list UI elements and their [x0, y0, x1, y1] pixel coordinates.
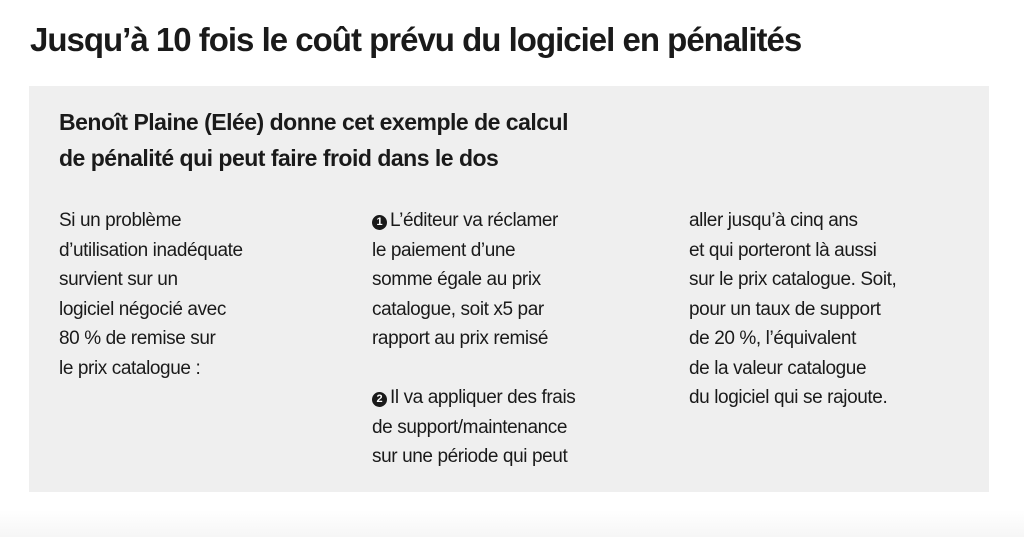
continuation-line: du logiciel qui se rajoute.	[689, 387, 888, 408]
box-title-line: Benoît Plaine (Elée) donne cet exemple de calcul	[59, 109, 568, 135]
point-1-line: catalogue, soit x5 par	[372, 298, 544, 320]
point-1-line: le paiement d’une	[372, 239, 516, 261]
intro-line: logiciel négocié avec	[59, 298, 226, 320]
paragraph-gap	[372, 354, 662, 384]
point-1-line: rapport au prix remisé	[372, 328, 548, 349]
point-1-text: L’éditeur va réclamer	[390, 210, 558, 231]
continuation-line: sur le prix catalogue. Soit,	[689, 269, 897, 290]
number-2-badge-icon: 2	[372, 392, 387, 407]
intro-line: d’utilisation inadéquate	[59, 239, 243, 261]
bottom-divider	[0, 510, 1024, 537]
continuation-column	[689, 206, 979, 413]
intro-column	[59, 206, 329, 383]
point-1-line	[372, 206, 662, 236]
points-column	[372, 206, 662, 472]
continuation-line: aller jusqu’à cinq ans	[689, 210, 858, 231]
intro-line: survient sur un	[59, 269, 178, 290]
continuation-line: de 20 %, l’équivalent	[689, 328, 856, 349]
intro-line: le prix catalogue :	[59, 357, 201, 379]
box-title	[59, 104, 568, 176]
continuation-line: et qui porteront là aussi	[689, 239, 877, 261]
point-2-line: de support/maintenance	[372, 416, 568, 438]
point-1-line: somme égale au prix	[372, 269, 541, 290]
headline: Jusqu’à 10 fois le coût prévu du logiciel en pénalités	[30, 21, 802, 58]
continuation-line: de la valeur catalogue	[689, 357, 867, 379]
point-2-line	[372, 383, 662, 413]
point-2-line: sur une période qui peut	[372, 446, 568, 467]
example-box	[29, 86, 989, 492]
intro-line: Si un problème	[59, 210, 182, 231]
number-1-badge-icon: 1	[372, 215, 387, 230]
continuation-line: pour un taux de support	[689, 298, 881, 320]
intro-line: 80 % de remise sur	[59, 328, 216, 349]
point-2-text: Il va appliquer des frais	[390, 387, 576, 408]
box-title-line: de pénalité qui peut faire froid dans le dos	[59, 145, 499, 171]
